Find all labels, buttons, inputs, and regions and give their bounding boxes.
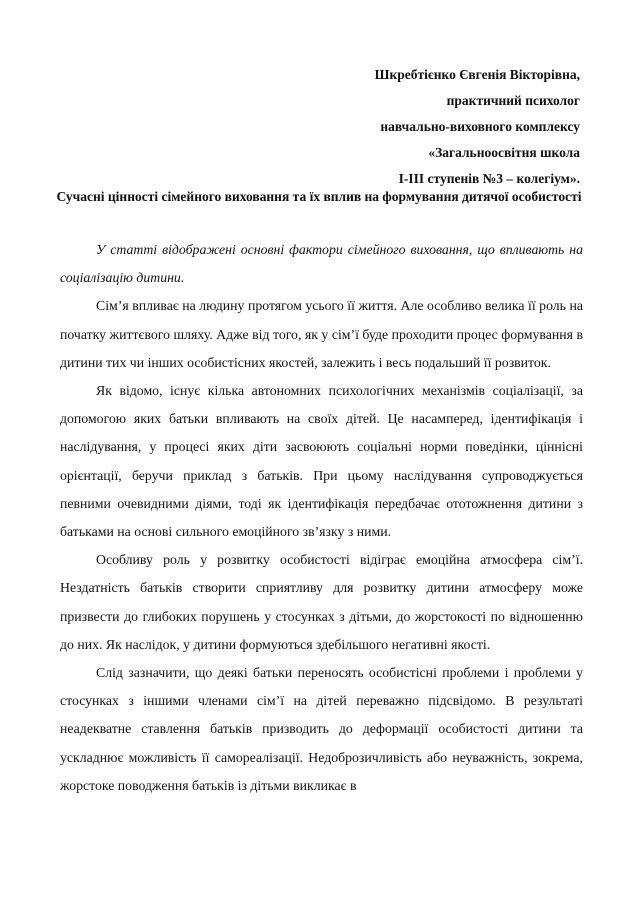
author-org-line-1: навчально-виховного комплексу [380,119,580,134]
author-org-line-2: «Загальноосвітня школа [428,145,580,160]
article-paragraph-4: Слід зазначити, що деякі батьки переносять особистісні проблеми і проблеми у стосунках з іншими членами сім’ї на дітей переважно підсвідомо. В результаті неадекватне ставлення батьків призводить до деформації особистості дитини та ускладнює можливість її самореалізації. Недоброзичливість або неуважність, зокрема, жорстоке поводження батьків із дітьми викликає в [60,665,583,793]
article-paragraph-3: Особливу роль у розвитку особистості відіграє емоційна атмосфера сім’ї. Нездатність батьків створити сприятливу для розвитку дитини атмосферу може призвести до глибоких порушень у стосунках з дітьми, до жорстокості по відношенню до них. Як наслідок, у дитини формуються здебільшого негативні якості. [60,552,583,652]
article-body [60,236,583,800]
article-paragraph-2: Як відомо, існує кілька автономних психологічних механізмів соціалізації, за допомогою яких батьки впливають на своїх дітей. Це насамперед, ідентифікація і наслідування, у процесі яких діти засвоюють соціальні норми поведінки, ціннісні орієнтації, беручи приклад з батьків. При цьому наслідування супроводжується певними очевидними діями, тоді як ідентифікація передбачає ототожнення дитини з батьками на основі сильного емоційного зв’язку з ними. [60,383,583,540]
author-name: Шкребтієнко Євгенія Вікторівна, [374,67,580,82]
author-org-line-3: І-ІІІ ступенів №3 – колегіум». [398,171,580,186]
author-position: практичний психолог [446,93,580,108]
article-paragraph-1: Сім’я впливає на людину протягом усього її життя. Але особливо велика її роль на початку життєвого шляху. Адже від того, як у сім’ї буде проходити процес формування в дитини тих чи інших особистісних якостей, залежить і весь подальший її розвиток. [60,298,583,370]
article-abstract: У статті відображені основні фактори сімейного виховання, що впливають на соціалізацію дитини. [60,242,583,286]
author-block [375,62,580,192]
article-title: Сучасні цінності сімейного виховання та їх вплив на формування дитячої особистості [56,189,582,204]
